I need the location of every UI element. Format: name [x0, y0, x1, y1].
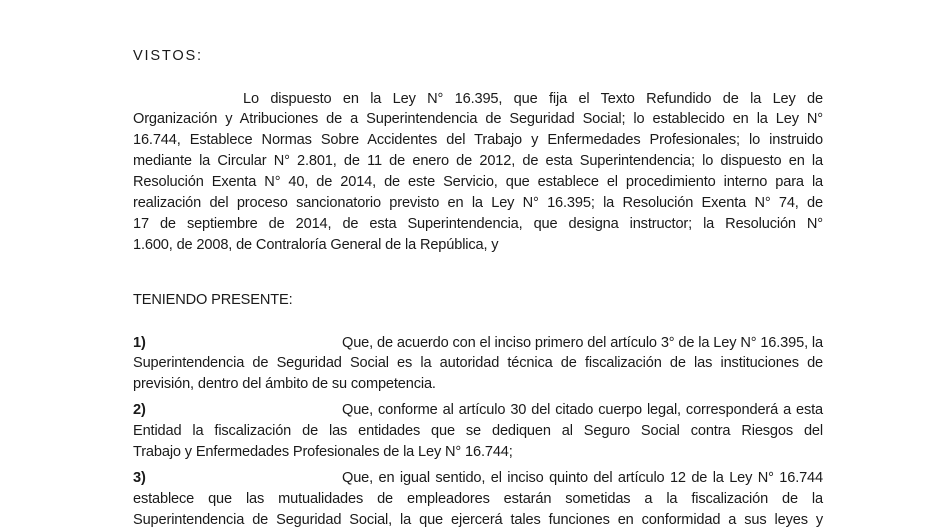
item-1-first-line: 1) Que, de acuerdo con el inciso primero del artículo 3° de la Ley N° 16.395, la — [133, 335, 823, 351]
item-2-line-3: Trabajo y Enfermedades Profesionales de la Ley N° 16.744; — [133, 444, 513, 460]
vistos-line-7: 17 de septiembre de 2014, de esta Superintendencia, que designa instructor; la Resolución N° — [133, 216, 823, 232]
vistos-line-5: Resolución Exenta N° 40, de 2014, de este Servicio, que establece el procedimiento interno para la — [133, 174, 823, 190]
teniendo-presente-heading: TENIENDO PRESENTE: — [133, 292, 293, 308]
vistos-line-8: 1.600, de 2008, de Contraloría General de la República, y — [133, 237, 499, 253]
item-3-number: 3) — [133, 470, 146, 486]
vistos-line-4: mediante la Circular N° 2.801, de 11 de enero de 2012, de esta Superintendencia; lo dispuesto en la — [133, 153, 823, 169]
item-3-first-line: 3) Que, en igual sentido, el inciso quinto del artículo 12 de la Ley N° 16.744 — [133, 470, 823, 486]
vistos-line-2: Organización y Atribuciones de a Superintendencia de Seguridad Social; lo establecido en la Ley N° — [133, 111, 823, 127]
vistos-heading: VISTOS: — [133, 48, 203, 64]
item-3-line-2: establece que las mutualidades de empleadores estarán sometidas a la fiscalización de la — [133, 491, 823, 507]
vistos-line-1: Lo dispuesto en la Ley N° 16.395, que fija el Texto Refundido de la Ley de — [243, 91, 823, 107]
item-1-number: 1) — [133, 335, 146, 351]
item-1-line-2: Superintendencia de Seguridad Social es la autoridad técnica de fiscalización de las instituciones de — [133, 355, 823, 371]
vistos-line-6: realización del proceso sancionatorio previsto en la Ley N° 16.395; la Resolución Exenta N° 74, de — [133, 195, 823, 211]
item-2-number: 2) — [133, 402, 146, 418]
item-2-first-line: 2) Que, conforme al artículo 30 del citado cuerpo legal, corresponderá a esta — [133, 402, 823, 418]
item-3-line-3: Superintendencia de Seguridad Social, la que ejercerá tales funciones en conformidad a sus leyes y — [133, 512, 823, 528]
vistos-line-3: 16.744, Establece Normas Sobre Accidentes del Trabajo y Enfermedades Profesionales; lo instruido — [133, 132, 823, 148]
item-1-line-3: previsión, dentro del ámbito de su competencia. — [133, 376, 436, 392]
item-2-line-2: Entidad la fiscalización de las entidades que se dediquen al Seguro Social contra Riesgos del — [133, 423, 823, 439]
